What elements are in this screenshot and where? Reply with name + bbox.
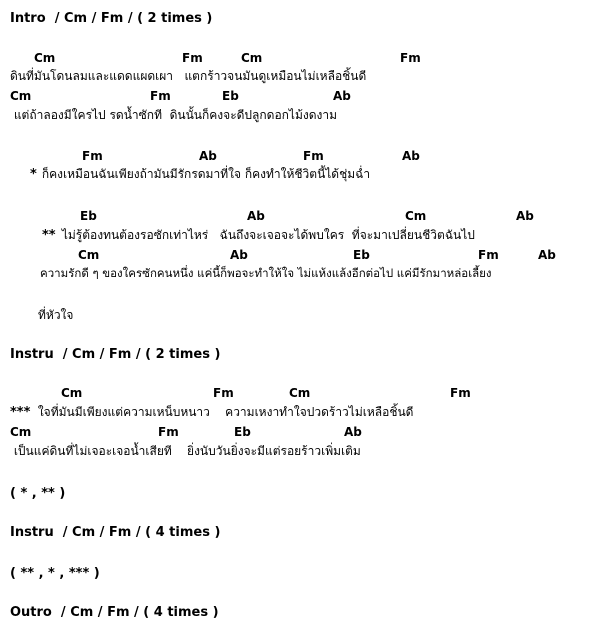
chord: Ab bbox=[402, 149, 420, 163]
chord: Cm bbox=[10, 425, 32, 439]
section-outro: Outro / Cm / Fm / ( 4 times ) bbox=[10, 605, 219, 620]
chord: Eb bbox=[222, 89, 239, 103]
chord: Ab bbox=[230, 248, 248, 262]
lyric-line: ใจที่มันมีเพียงแต่ความเหน็บหนาว ความเหงาทำใจปวดร้าวไม่เหลือชิ้นดี bbox=[34, 405, 414, 419]
lyric-line: ความรักดี ๆ ของใครซักคนหนึ่ง แค่นี้ก็พอจะทำให้ใจ ไม่แห้งแล้งอีกต่อไป แค่มีรักมาหล่อเลี้ยง bbox=[40, 266, 492, 280]
chord: Cm bbox=[61, 386, 83, 400]
chord: Cm bbox=[289, 386, 311, 400]
lyric-line: ก็คงเหมือนฉันเพียงถ้ามันมีรักรดมาที่ใจ ก็คงทำให้ชีวิตนี้ได้ชุ่มฉ่ำ bbox=[38, 167, 371, 181]
chord: Fm bbox=[182, 51, 203, 65]
chord: Ab bbox=[199, 149, 217, 163]
lyric-line: เป็นแค่ดินที่ไม่เจอะเจอน้ำเสียที ยิ่งนับวันยิ่งจะมีแต่รอยร้าวเพิ่มเติม bbox=[10, 444, 361, 458]
chord: Eb bbox=[234, 425, 251, 439]
section-instru: Instru / Cm / Fm / ( 4 times ) bbox=[10, 525, 221, 540]
lyric-line: แต่ถ้าลองมีใครไป รดน้ำซักที ดินนั้นก็คงจะดีปลูกดอกไม้งดงาม bbox=[10, 108, 338, 122]
chord: Ab bbox=[344, 425, 362, 439]
section-marker: * bbox=[30, 167, 37, 182]
chord: Cm bbox=[405, 209, 427, 223]
lyric-line: ไม่รู้ต้องทนต้องรอซักเท่าไหร่ ฉันถึงจะเจอจะได้พบใคร ที่จะมาเปลี่ยนชีวิตฉันไป bbox=[58, 228, 475, 242]
chord: Ab bbox=[333, 89, 351, 103]
section-instru: Instru / Cm / Fm / ( 2 times ) bbox=[10, 347, 221, 362]
section-repeat: ( ** , * , *** ) bbox=[10, 566, 100, 581]
chord: Ab bbox=[247, 209, 265, 223]
chord: Eb bbox=[80, 209, 97, 223]
chord: Fm bbox=[158, 425, 179, 439]
chord: Cm bbox=[78, 248, 100, 262]
chord: Fm bbox=[400, 51, 421, 65]
chord: Ab bbox=[538, 248, 556, 262]
chord: Fm bbox=[303, 149, 324, 163]
lyric-line: ดินที่มันโดนลมและแดดแผดเผา แตกร้าวจนมันดูเหมือนไม่เหลือชิ้นดี bbox=[10, 69, 367, 83]
chord: Fm bbox=[150, 89, 171, 103]
lyric-line: ที่หัวใจ bbox=[38, 308, 74, 322]
section-marker: ** bbox=[42, 228, 56, 243]
section-intro: Intro / Cm / Fm / ( 2 times ) bbox=[10, 11, 213, 26]
section-marker: *** bbox=[10, 405, 31, 420]
chord: Cm bbox=[241, 51, 263, 65]
chord: Ab bbox=[516, 209, 534, 223]
chord: Fm bbox=[213, 386, 234, 400]
chord: Fm bbox=[450, 386, 471, 400]
chord: Eb bbox=[353, 248, 370, 262]
chord: Fm bbox=[478, 248, 499, 262]
section-repeat: ( * , ** ) bbox=[10, 486, 66, 501]
chord: Cm bbox=[10, 89, 32, 103]
chord: Cm bbox=[34, 51, 56, 65]
chord: Fm bbox=[82, 149, 103, 163]
